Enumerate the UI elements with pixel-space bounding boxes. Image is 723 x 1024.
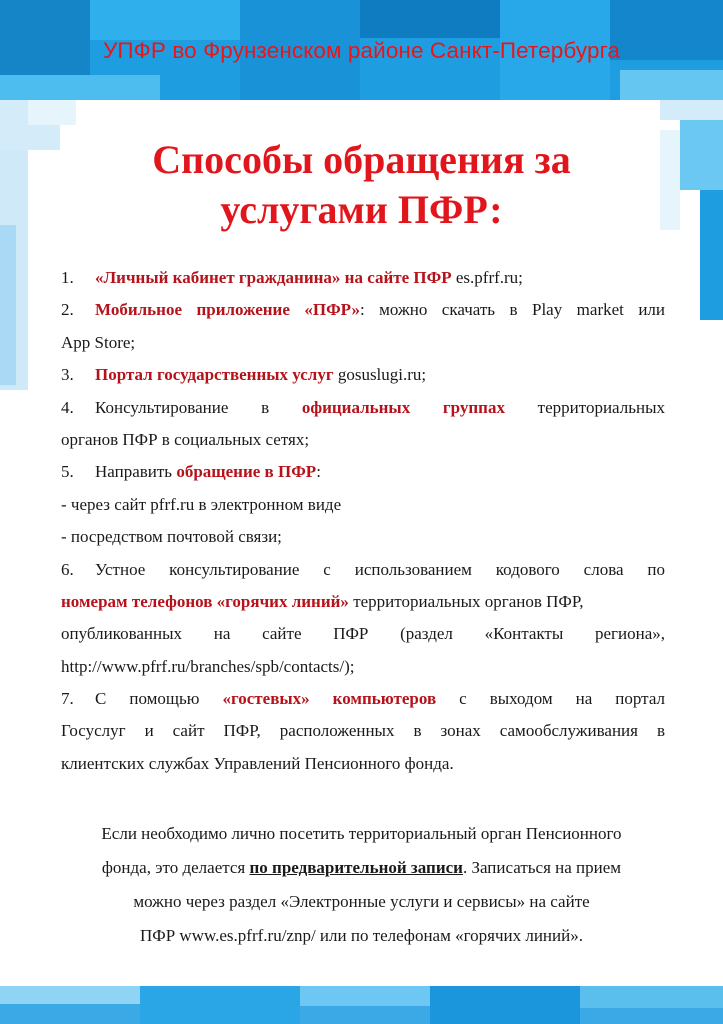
- item-number: 5.: [61, 462, 74, 482]
- list-item-2-cont: App Store;: [61, 332, 136, 352]
- list-item-7: [61, 683, 665, 715]
- note-emphasis: по предварительной записи: [249, 858, 463, 877]
- item-highlight: обращение в ПФР: [176, 462, 317, 482]
- side-tile: [28, 100, 76, 125]
- methods-list: [61, 262, 665, 780]
- item-text: :: [316, 462, 321, 482]
- footer-tile: [300, 986, 430, 1006]
- item-highlight: «Личный кабинет гражданина» на сайте ПФР: [95, 268, 452, 287]
- list-item-5-sub: - через сайт pfrf.ru в электронном виде: [61, 494, 342, 514]
- item-text: Устное консультирование с использованием кодового слова по: [95, 559, 665, 579]
- note-line: [40, 851, 683, 885]
- main-title-line: Способы обращения за: [152, 137, 571, 182]
- note-text: фонда, это делается: [101, 858, 250, 877]
- list-item-4: [61, 392, 665, 424]
- item-text: gosuslugi.ru;: [333, 365, 427, 385]
- item-number: 6.: [61, 559, 74, 579]
- footer-tile: [430, 986, 580, 1024]
- note-line: можно через раздел «Электронные услуги и сервисы» на сайте: [133, 892, 590, 911]
- list-item-5: [61, 456, 665, 488]
- note-line: Если необходимо лично посетить территориальный орган Пенсионного: [101, 824, 622, 843]
- item-number: 2.: [61, 300, 74, 320]
- list-item-5-sub: - посредством почтовой связи;: [61, 527, 282, 547]
- header-banner: [0, 0, 723, 100]
- header-tile: [360, 0, 500, 38]
- item-text: Консультирование в: [95, 397, 302, 417]
- side-tile: [0, 225, 16, 385]
- list-item-2: [61, 294, 665, 326]
- item-text: территориальных органов ПФР,: [348, 591, 584, 611]
- item-highlight: «гостевых» компьютеров: [222, 689, 437, 709]
- footer-tile: [580, 986, 723, 1008]
- footer-banner: [0, 986, 723, 1024]
- item-text: с выходом на портал: [436, 689, 665, 709]
- appointment-note: [40, 817, 683, 953]
- list-item-4-cont: органов ПФР в социальных сетях;: [61, 429, 310, 449]
- list-item-6-cont: опубликованных на сайте ПФР (раздел «Контакты региона»,: [61, 624, 665, 644]
- list-item-7-cont: клиентских службах Управлений Пенсионного фонда.: [61, 753, 454, 773]
- list-item-3: [61, 359, 665, 391]
- item-number: 4.: [61, 397, 74, 417]
- list-item-6-cont: http://www.pfrf.ru/branches/spb/contacts/);: [61, 656, 355, 676]
- item-number: 1.: [61, 268, 74, 287]
- footer-tile: [0, 986, 140, 1004]
- item-text: Направить: [95, 462, 177, 482]
- item-number: 7.: [61, 689, 74, 709]
- item-text: : можно скачать в Play market или: [359, 300, 666, 320]
- item-highlight: официальных группах: [301, 397, 505, 417]
- footer-tile: [140, 986, 300, 1024]
- list-item-7-cont: Госуслуг и сайт ПФР, расположенных в зонах самообслуживания в: [61, 721, 665, 741]
- list-item-6: [61, 554, 665, 586]
- main-title-line: услугами ПФР:: [220, 187, 503, 232]
- header-tile: [90, 0, 240, 40]
- note-text: . Записаться на прием: [462, 858, 622, 877]
- item-text: территориальных: [504, 397, 665, 417]
- main-title: [0, 135, 723, 235]
- item-highlight: Портал государственных услуг: [95, 365, 334, 385]
- item-text: С помощью: [95, 689, 223, 709]
- list-item-1: [61, 262, 665, 294]
- header-tile: [620, 70, 723, 100]
- list-item-6-cont: [61, 586, 665, 618]
- note-line: ПФР www.es.pfrf.ru/znp/ или по телефонам «горячих линий».: [140, 926, 583, 945]
- item-highlight: номерам телефонов «горячих линий»: [61, 591, 349, 611]
- item-highlight: Мобильное приложение «ПФР»: [95, 300, 360, 320]
- footer-tile: [0, 1004, 140, 1024]
- header-title: УПФР во Фрунзенском районе Санкт-Петербурга: [103, 38, 620, 63]
- side-tile: [660, 100, 723, 120]
- header-tile: [0, 75, 160, 100]
- item-text: es.pfrf.ru;: [451, 268, 523, 287]
- item-number: 3.: [61, 365, 74, 385]
